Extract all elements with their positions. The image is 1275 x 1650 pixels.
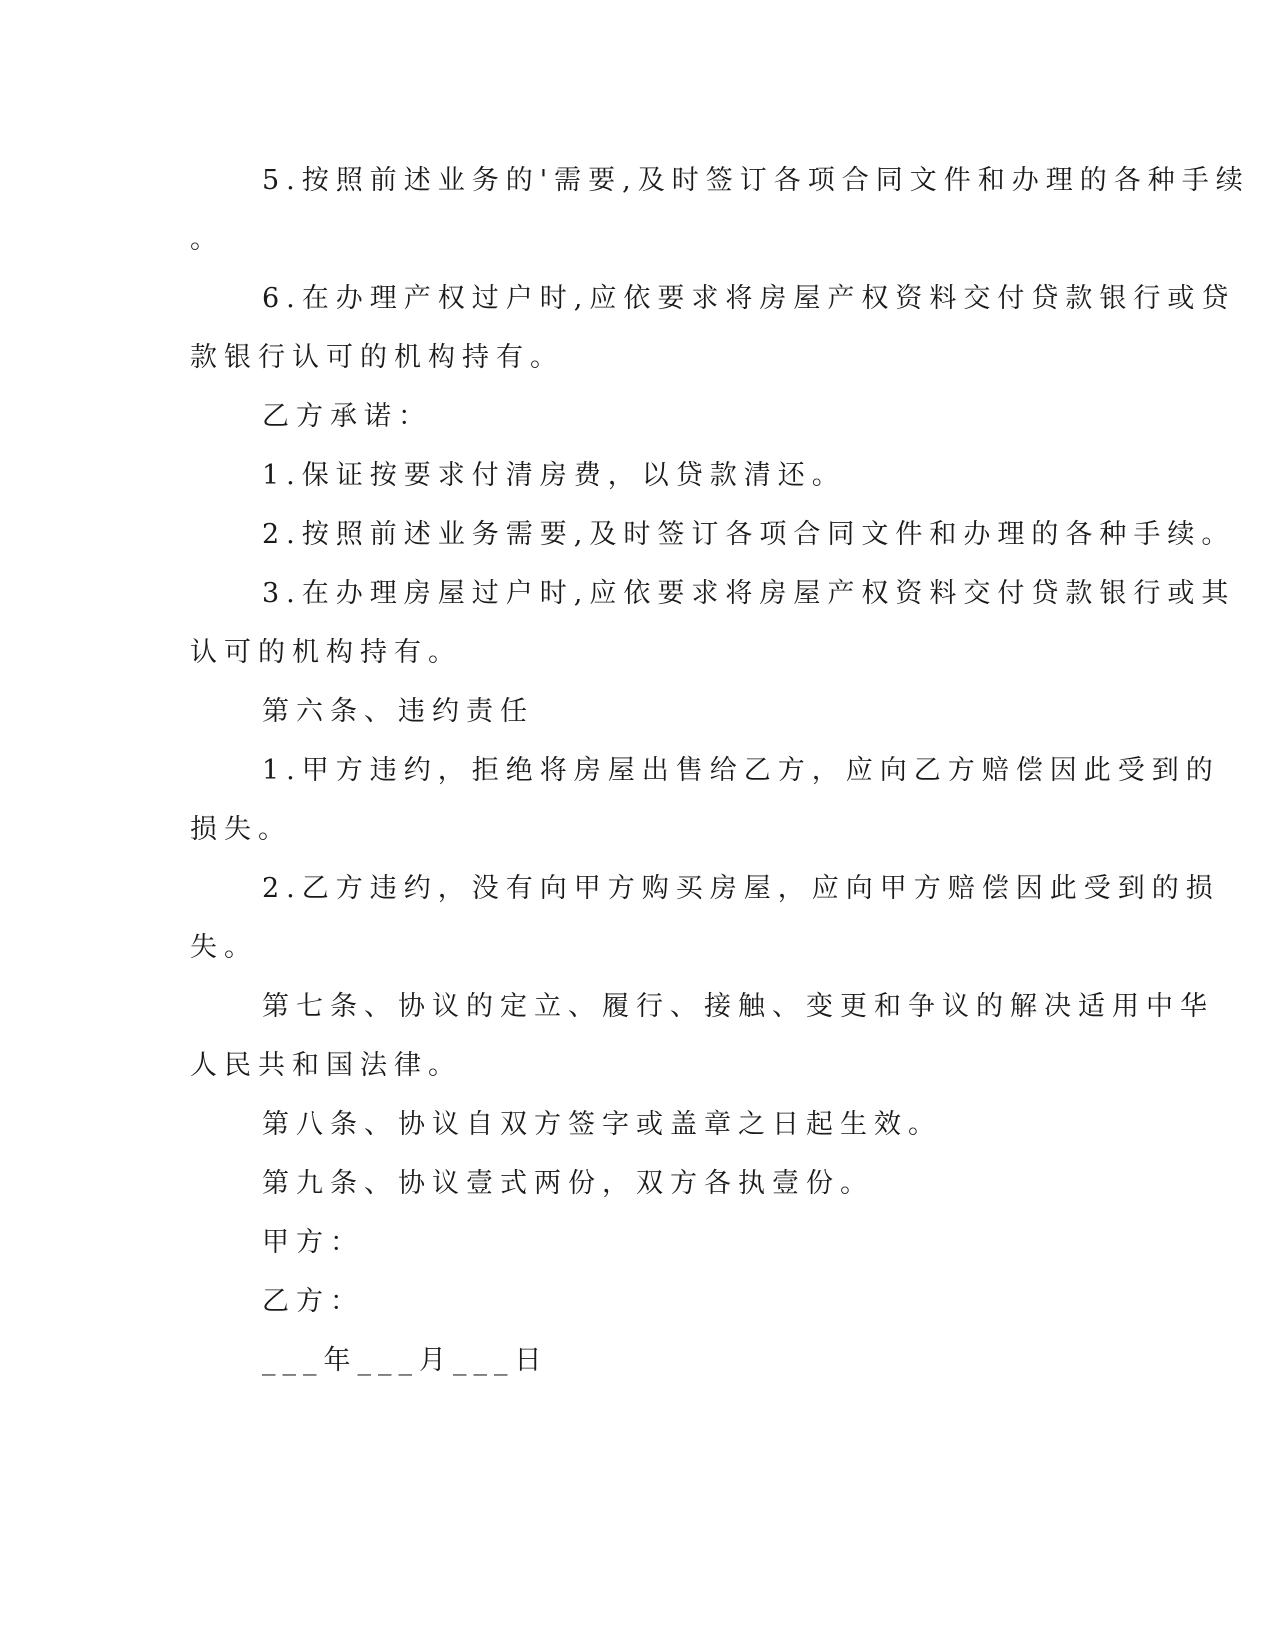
breach-item-1-line-1: 1.甲方违约，拒绝将房屋出售给乙方，应向乙方赔偿因此受到的 bbox=[262, 755, 1220, 786]
article-7-line-1: 第七条、协议的定立、履行、接触、变更和争议的解决适用中华 bbox=[262, 991, 1214, 1022]
clause-6-line-1: 6.在办理产权过户时,应依要求将房屋产权资料交付贷款银行或贷 bbox=[262, 283, 1236, 314]
breach-item-2-line-2: 失。 bbox=[190, 932, 258, 963]
breach-item-1-line-2: 损失。 bbox=[190, 814, 292, 845]
clause-5-line-2: 。 bbox=[190, 224, 224, 255]
article-8: 第八条、协议自双方签字或盖章之日起生效。 bbox=[262, 1109, 942, 1140]
party-b-item-3-line-2: 认可的机构持有。 bbox=[190, 637, 462, 668]
article-7-line-2: 人民共和国法律。 bbox=[190, 1050, 462, 1081]
party-b-item-1: 1.保证按要求付清房费，以贷款清还。 bbox=[262, 460, 846, 491]
party-b-commitment-heading: 乙方承诺： bbox=[262, 401, 432, 432]
party-b-item-2: 2.按照前述业务需要,及时签订各项合同文件和办理的各种手续。 bbox=[262, 519, 1236, 550]
article-6-heading: 第六条、违约责任 bbox=[262, 696, 534, 727]
clause-6-line-2: 款银行认可的机构持有。 bbox=[190, 342, 564, 373]
party-b-item-3-line-1: 3.在办理房屋过户时,应依要求将房屋产权资料交付贷款银行或其 bbox=[262, 578, 1236, 609]
party-a-signature-label: 甲方： bbox=[262, 1227, 364, 1258]
party-b-signature-label: 乙方： bbox=[262, 1286, 364, 1317]
breach-item-2-line-1: 2.乙方违约，没有向甲方购买房屋，应向甲方赔偿因此受到的损 bbox=[262, 873, 1220, 904]
article-9: 第九条、协议壹式两份，双方各执壹份。 bbox=[262, 1168, 874, 1199]
date-line: ___年___月___日 bbox=[262, 1345, 549, 1376]
clause-5-line-1: 5.按照前述业务的'需要,及时签订各项合同文件和办理的各种手续 bbox=[262, 165, 1250, 196]
